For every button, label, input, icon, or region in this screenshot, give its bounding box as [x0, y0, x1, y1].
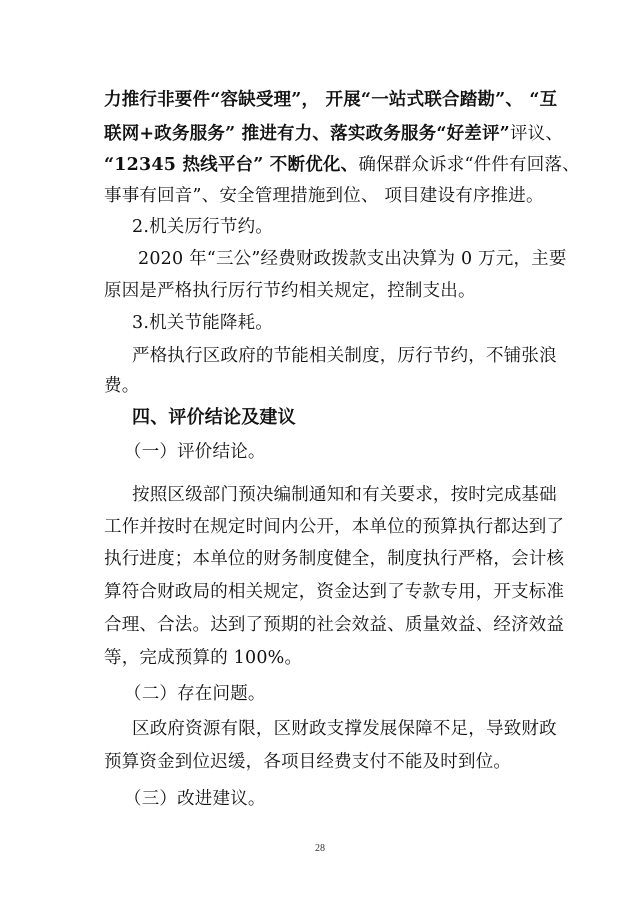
item-2-body-line: 原因是严格执行厉行节约相关规定，控制支出。	[104, 281, 476, 301]
body-text: 评议、	[509, 124, 564, 144]
subsection-2-title: （二）存在问题。	[124, 684, 266, 704]
paragraph-line	[104, 88, 558, 112]
section-heading: 四、评价结论及建议	[132, 407, 296, 428]
body-text: 确保群众诉求“件件有回落、	[358, 155, 580, 175]
item-2-title: 2.机关厉行节约。	[132, 217, 273, 237]
paragraph-line	[104, 122, 564, 146]
subsection-1-body-line: 合理、合法。达到了预期的社会效益、质量效益、经济效益	[104, 615, 565, 635]
bold-text: “12345 热线平台” 不断优化、	[104, 155, 359, 175]
bold-text: 力推行非要件“容缺受理”， 开展“一站式联合踏勘”、 “互	[104, 90, 558, 110]
subsection-1-body-line: 工作并按时在规定时间内公开，本单位的预算执行都达到了	[104, 517, 565, 537]
subsection-2-body-line: 预算资金到位迟缓，各项目经费支付不能及时到位。	[104, 752, 512, 772]
item-3-body-line: 严格执行区政府的节能相关制度，厉行节约，不铺张浪	[132, 346, 557, 366]
subsection-2-body-line: 区政府资源有限，区财政支撑发展保障不足，导致财政	[132, 719, 557, 739]
item-3-title: 3.机关节能降耗。	[132, 313, 273, 333]
subsection-1-body-line: 按照区级部门预决编制通知和有关要求，按时完成基础	[132, 485, 557, 505]
subsection-3-title: （三）改进建议。	[124, 789, 266, 809]
item-3-body-line: 费。	[104, 376, 140, 396]
subsection-1-body-line: 等，完成预算的 100%。	[104, 648, 303, 668]
item-2-body-line: 2020 年“三公”经费财政拨款支出决算为 0 万元，主要	[138, 249, 567, 269]
body-text: 事事有回音”、安全管理措施到位、 项目建设有序推进。	[104, 186, 544, 206]
page-number: 28	[315, 843, 325, 854]
bold-text: 联网+政务服务” 推进有力、落实政务服务“好差评”	[104, 124, 510, 144]
subsection-1-title: （一）评价结论。	[124, 442, 266, 462]
paragraph-line	[104, 153, 580, 177]
paragraph-line	[104, 184, 544, 208]
subsection-1-body-line: 执行进度；本单位的财务制度健全，制度执行严格，会计核	[104, 549, 565, 569]
subsection-1-body-line: 算符合财政局的相关规定，资金达到了专款专用，开支标准	[104, 582, 565, 602]
